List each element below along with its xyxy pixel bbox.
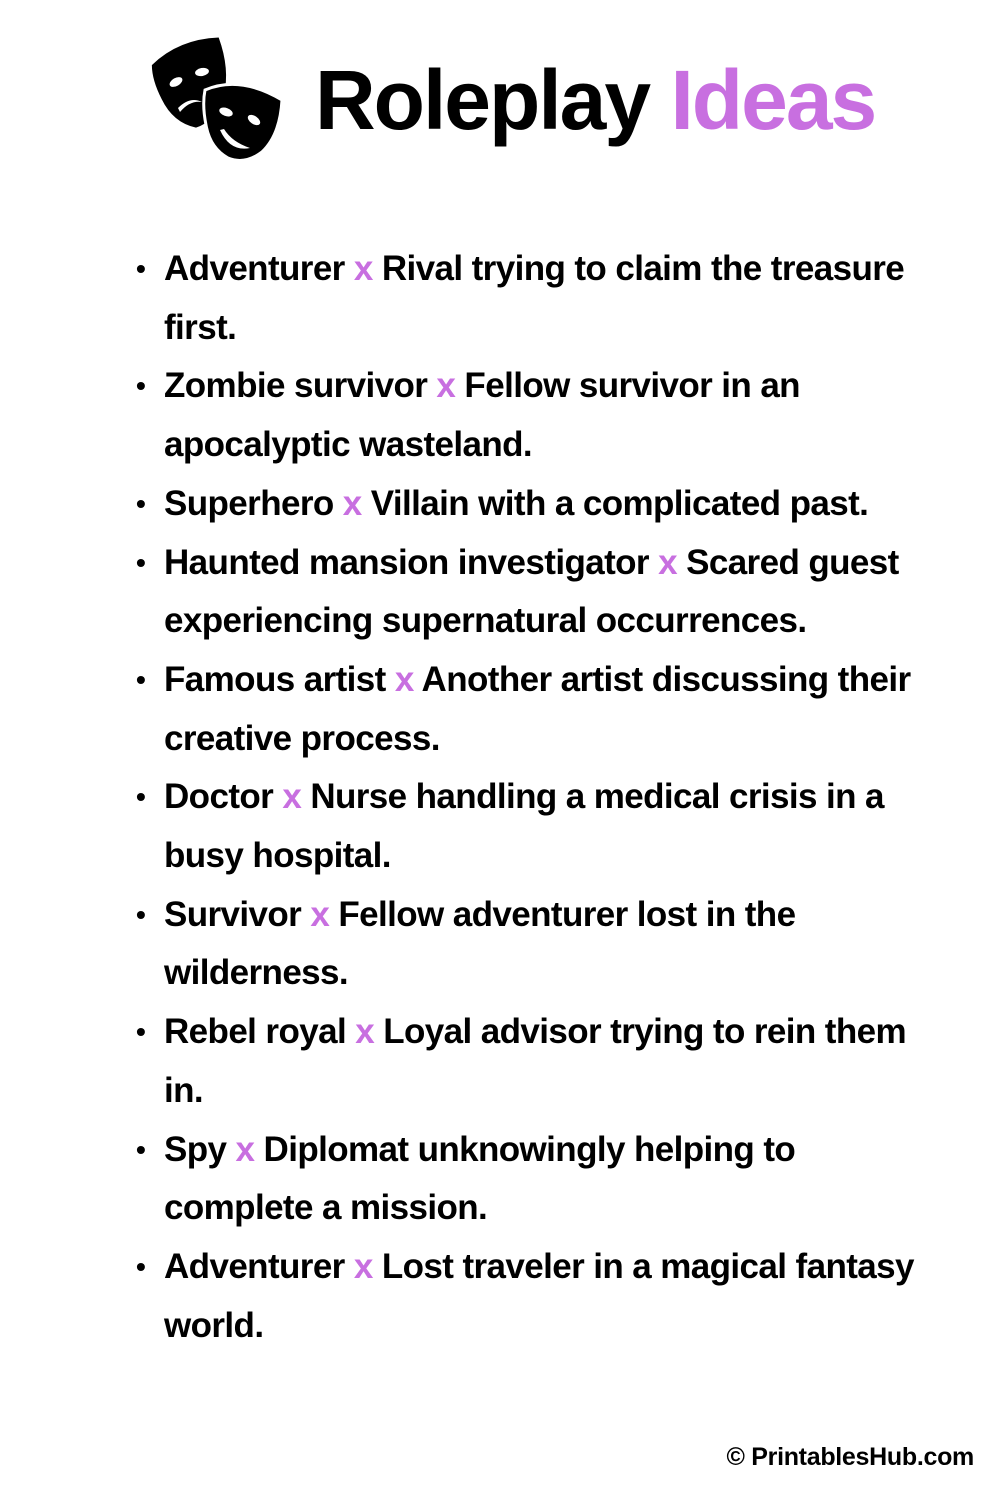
bullet-icon: •	[136, 898, 146, 930]
role-b: Rival trying to claim the treasure first.	[164, 249, 905, 347]
copyright-footer: © PrintablesHub.com	[726, 1443, 974, 1471]
list-item	[134, 357, 934, 474]
separator-x: x	[658, 542, 677, 582]
role-b: Another artist discussing their creative process.	[164, 659, 911, 758]
role-b: Lost traveler in a magical fantasy world.	[164, 1246, 914, 1345]
list-item	[134, 768, 934, 885]
role-a: Spy	[164, 1129, 227, 1169]
list-item	[134, 651, 934, 768]
ideas-list	[134, 240, 934, 1355]
role-a: Adventurer	[164, 249, 345, 288]
separator-x: x	[282, 777, 302, 817]
bullet-icon: •	[136, 546, 146, 578]
role-a: Doctor	[164, 777, 274, 817]
list-item	[134, 240, 934, 357]
bullet-icon: •	[136, 1016, 146, 1048]
list-item	[134, 534, 934, 651]
role-a: Zombie survivor	[164, 366, 428, 406]
bullet-icon: •	[136, 487, 146, 519]
title-accent: Ideas	[670, 53, 876, 147]
role-a: Survivor	[164, 894, 302, 934]
header	[150, 30, 876, 170]
role-b: Fellow survivor in an apocalyptic wasteland.	[164, 366, 800, 465]
separator-x: x	[394, 659, 414, 699]
list-item	[134, 475, 934, 534]
role-b: Loyal advisor trying to rein them in.	[164, 1012, 907, 1110]
role-a: Adventurer	[164, 1246, 345, 1286]
bullet-icon: •	[136, 253, 146, 284]
role-b: Villain with a complicated past.	[370, 483, 869, 523]
theater-masks-icon	[150, 30, 290, 165]
separator-x: x	[342, 483, 362, 523]
role-b: Scared guest experiencing supernatural occurrences.	[164, 542, 899, 641]
separator-x: x	[310, 894, 330, 934]
role-b: Fellow adventurer lost in the wilderness.	[164, 894, 796, 993]
bullet-icon: •	[136, 663, 146, 695]
role-a: Superhero	[164, 483, 334, 523]
bullet-icon: •	[136, 781, 146, 813]
list-item	[134, 1003, 934, 1120]
list-item	[134, 1121, 934, 1238]
list-item	[134, 1238, 934, 1355]
role-b: Diplomat unknowingly helping to complete a mission.	[164, 1129, 796, 1228]
role-a: Famous artist	[164, 659, 386, 699]
role-b: Nurse handling a medical crisis in a busy hospital.	[164, 777, 884, 876]
separator-x: x	[235, 1129, 255, 1169]
separator-x: x	[436, 366, 456, 406]
separator-x: x	[355, 1012, 375, 1052]
bullet-icon: •	[136, 370, 146, 402]
list-item	[134, 886, 934, 1003]
page-title	[315, 53, 876, 147]
title-main: Roleplay	[315, 53, 650, 147]
bullet-icon: •	[136, 1133, 146, 1165]
separator-x: x	[353, 1246, 373, 1286]
separator-x: x	[353, 249, 373, 288]
bullet-icon: •	[136, 1250, 146, 1282]
role-a: Haunted mansion investigator	[164, 542, 649, 582]
role-a: Rebel royal	[164, 1012, 347, 1052]
